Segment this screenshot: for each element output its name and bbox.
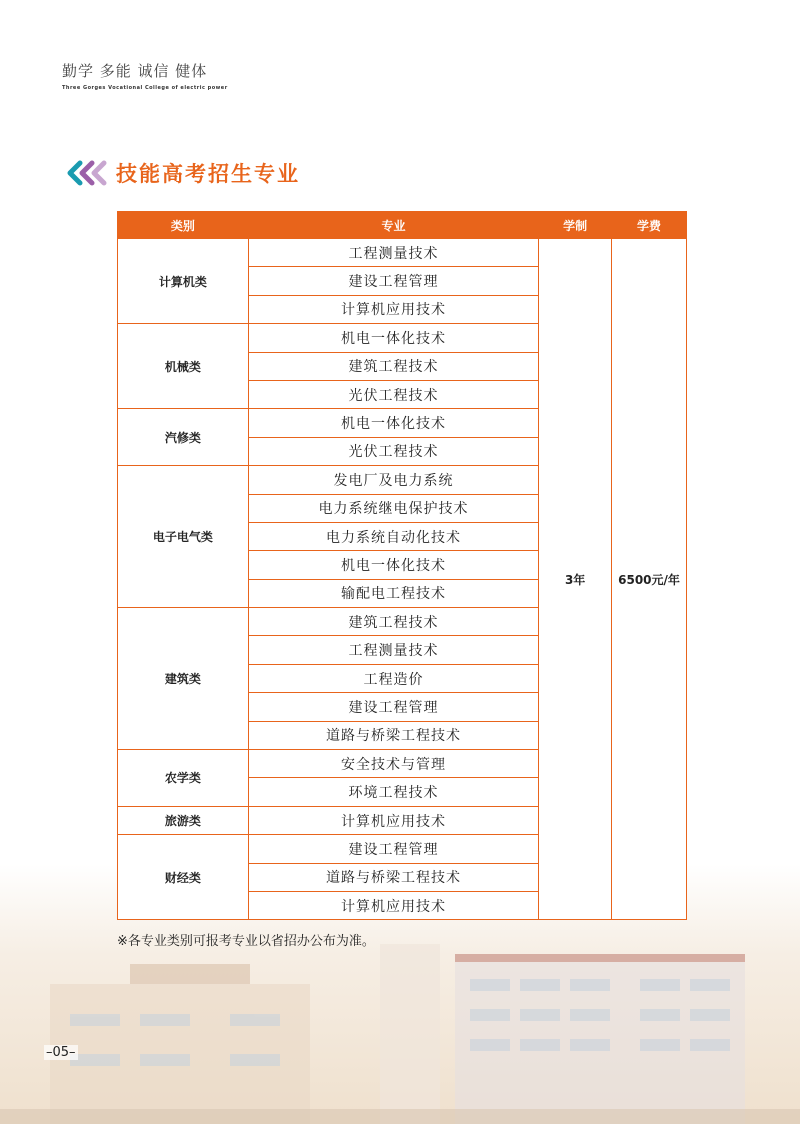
major-cell: 环境工程技术 xyxy=(248,778,538,806)
major-cell: 输配电工程技术 xyxy=(248,579,538,607)
major-cell: 电力系统自动化技术 xyxy=(248,522,538,550)
college-name-english: Three Gorges Vocational College of electric power xyxy=(62,85,228,91)
major-cell: 工程造价 xyxy=(248,664,538,692)
major-cell: 计算机应用技术 xyxy=(248,806,538,834)
category-cell: 建筑类 xyxy=(118,608,249,750)
college-motto: 勤学 多能 诚信 健体 xyxy=(62,62,208,80)
page-number: –05– xyxy=(46,1045,76,1060)
major-cell: 建设工程管理 xyxy=(248,693,538,721)
category-cell: 机械类 xyxy=(118,324,249,409)
major-cell: 计算机应用技术 xyxy=(248,295,538,323)
category-cell: 旅游类 xyxy=(118,806,249,834)
major-cell: 计算机应用技术 xyxy=(248,891,538,919)
header-duration: 学制 xyxy=(539,212,612,239)
table-header-row xyxy=(118,212,687,239)
table-row xyxy=(118,239,687,267)
tuition-cell: 6500元/年 xyxy=(612,239,687,920)
category-cell: 电子电气类 xyxy=(118,466,249,608)
section-heading xyxy=(66,158,300,188)
major-cell: 建设工程管理 xyxy=(248,267,538,295)
category-cell: 计算机类 xyxy=(118,239,249,324)
major-cell: 光伏工程技术 xyxy=(248,380,538,408)
header-major: 专业 xyxy=(248,212,538,239)
major-cell: 建筑工程技术 xyxy=(248,352,538,380)
majors-table xyxy=(117,211,687,920)
major-cell: 道路与桥梁工程技术 xyxy=(248,863,538,891)
footnote: ※各专业类别可报考专业以省招办公布为准。 xyxy=(117,934,375,949)
campus-building-illustration xyxy=(0,924,800,1124)
category-cell: 财经类 xyxy=(118,835,249,920)
header xyxy=(62,60,228,91)
major-cell: 安全技术与管理 xyxy=(248,750,538,778)
duration-cell: 3年 xyxy=(539,239,612,920)
category-cell: 农学类 xyxy=(118,750,249,807)
major-cell: 道路与桥梁工程技术 xyxy=(248,721,538,749)
header-tuition: 学费 xyxy=(612,212,687,239)
major-cell: 电力系统继电保护技术 xyxy=(248,494,538,522)
major-cell: 建筑工程技术 xyxy=(248,608,538,636)
major-cell: 机电一体化技术 xyxy=(248,551,538,579)
major-cell: 工程测量技术 xyxy=(248,636,538,664)
major-cell: 机电一体化技术 xyxy=(248,324,538,352)
major-cell: 工程测量技术 xyxy=(248,239,538,267)
section-title: 技能高考招生专业 xyxy=(116,162,300,186)
major-cell: 发电厂及电力系统 xyxy=(248,466,538,494)
major-cell: 光伏工程技术 xyxy=(248,437,538,465)
major-cell: 建设工程管理 xyxy=(248,835,538,863)
major-cell: 机电一体化技术 xyxy=(248,409,538,437)
double-chevron-left-icon xyxy=(66,160,108,186)
category-cell: 汽修类 xyxy=(118,409,249,466)
header-category: 类别 xyxy=(118,212,249,239)
